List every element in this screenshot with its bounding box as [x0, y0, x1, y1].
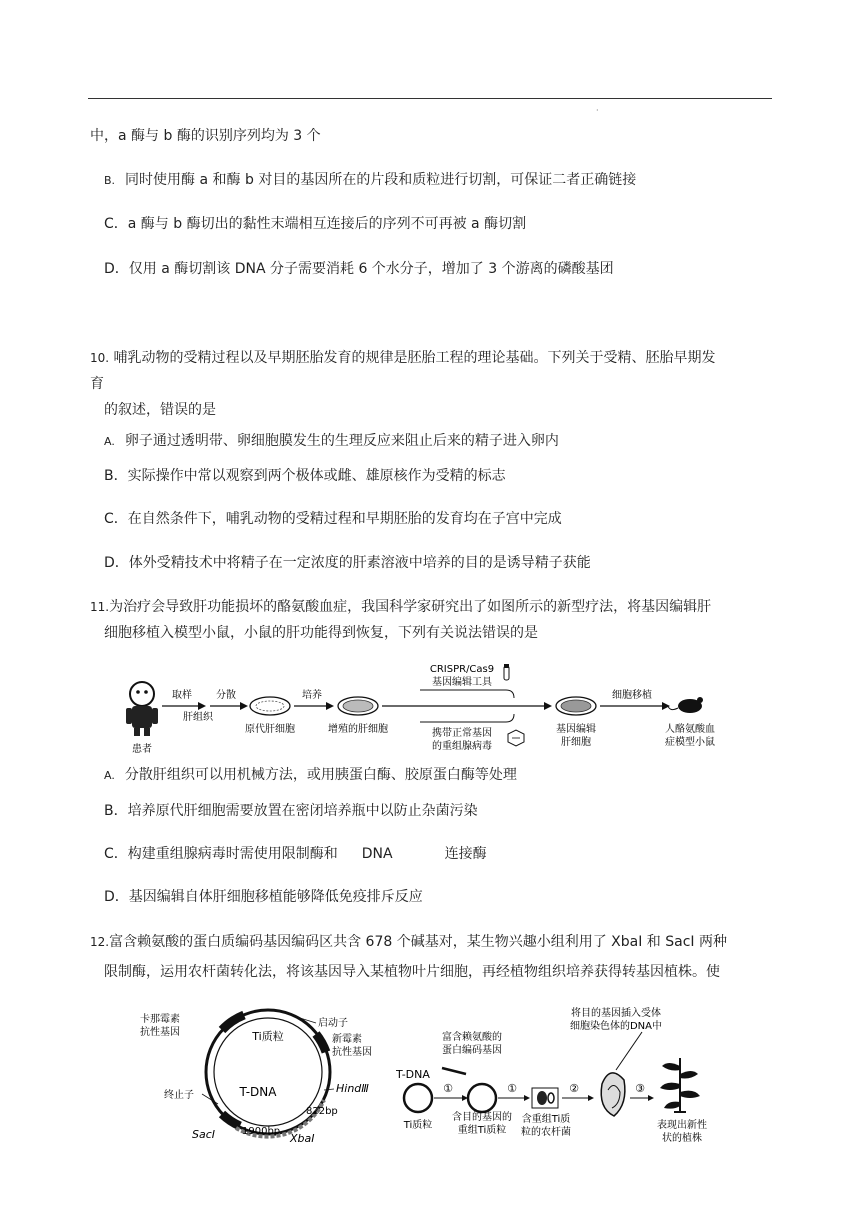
arrow-step2-head: [588, 1095, 594, 1101]
ti-plasmid-label: Ti质粒: [403, 1120, 433, 1131]
arrow-edit-head: [544, 702, 552, 710]
primary-cells-label: 原代肝细胞: [245, 724, 295, 735]
q11-option-c-part2: DNA: [361, 846, 393, 862]
q12-stem-text: 富含赖氨酸的蛋白质编码基因编码区共含 678 个碱基对，某生物兴趣小组利用了 XbaI 和 SacI 两种: [109, 934, 727, 950]
crispr-tube-icon: [504, 664, 509, 680]
q10-stem-line1: [90, 348, 716, 368]
transformation-process-diagram: [396, 1000, 726, 1146]
step3-label: ③: [635, 1082, 645, 1095]
q10-option-d: D．体外受精技术中将精子在一定浓度的肝素溶液中培养的目的是诱导精子获能: [104, 555, 591, 571]
insert-label-1: 将目的基因插入受体: [571, 1008, 661, 1019]
edited-cells-label-1: 基因编辑: [556, 724, 596, 735]
q11-stem-line1: [90, 597, 711, 617]
q9-option-b-text: 同时使用酶 a 和酶 b 对目的基因所在的片段和质粒进行切割，可保证二者正确链接: [125, 172, 637, 188]
q10-stem-line3: 的叙述，错误的是: [104, 402, 216, 418]
q9-stem-tail: 中，a 酶与 b 酶的识别序列均为 3 个: [90, 128, 321, 144]
q11-option-c: [104, 844, 487, 864]
q11-option-a: [104, 765, 517, 786]
liver-tissue-label: 肝组织: [183, 712, 213, 723]
q10-stem-line2: 育: [90, 376, 104, 392]
q11-number: 11.: [90, 600, 110, 614]
q11-option-c-part1: C．构建重组腺病毒时需使用限制酶和: [104, 846, 338, 862]
step1a-label: ①: [443, 1082, 453, 1095]
arrow-step3-head: [648, 1095, 654, 1101]
q12-stem-line2: 限制酶，运用农杆菌转化法，将该基因导入某植物叶片细胞，再经植物组织培养获得转基因植株。使: [104, 964, 720, 980]
transplant-label: 细胞移植: [612, 690, 652, 701]
bp1900-label: 1900bp: [242, 1126, 281, 1137]
agro-label-2: 粒的农杆菌: [521, 1127, 571, 1138]
edited-cells-dish-icon: [556, 697, 596, 715]
proliferated-cells-label: 增殖的肝细胞: [328, 724, 388, 735]
sample-label: 取样: [172, 690, 192, 701]
plant-label-2: 状的植株: [662, 1133, 702, 1144]
liver-therapy-diagram: [120, 660, 730, 760]
gene-label-1: 富含赖氨酸的: [442, 1032, 502, 1043]
ti-plasmid-map: [140, 996, 390, 1146]
q9-option-b-label: B.: [104, 174, 116, 187]
neomycin-label-2: 抗性基因: [332, 1047, 372, 1058]
crispr-connector: [420, 690, 514, 698]
crispr-label-1: CRISPR/Cas9: [429, 664, 495, 675]
patient-icon: [126, 682, 158, 736]
ti-tdna-label: T-DNA: [396, 1068, 430, 1081]
q12-number: 12.: [90, 935, 110, 949]
arrow-step1b-head: [524, 1095, 530, 1101]
mouse-icon: [668, 697, 703, 713]
header-rule: [88, 98, 772, 99]
neomycin-label-1: 新霉素: [332, 1034, 362, 1045]
patient-label: 患者: [132, 744, 152, 755]
ti-plasmid-icon: [404, 1084, 432, 1112]
arrow-sample-head: [198, 702, 206, 710]
agrobacterium-icon: [532, 1088, 558, 1108]
saci-label: SacⅠ: [192, 1128, 216, 1141]
xbai-label: XbaⅠ: [290, 1132, 315, 1145]
q9-option-c: C．a 酶与 b 酶切出的黏性末端相互连接后的序列不可再被 a 酶切割: [104, 216, 527, 232]
hindiii-label: HindⅢ: [336, 1082, 369, 1095]
primary-cells-dish-icon: [250, 697, 290, 715]
mouse-label-1: 人酪氨酸血: [665, 724, 715, 735]
step2-label: ②: [569, 1082, 579, 1095]
leaf-cell-icon: [601, 1073, 625, 1116]
crispr-label-2: 基因编辑工具: [432, 677, 492, 688]
virus-connector: [420, 714, 514, 722]
q11-stem-text: 为治疗会导致肝功能损坏的酪氨酸血症，我国科学家研究出了如图所示的新型疗法，将基因编辑肝: [109, 599, 712, 615]
q9-option-d: D．仅用 a 酶切割该 DNA 分子需要消耗 6 个水分子，增加了 3 个游离的磷酸基团: [104, 261, 614, 277]
q9-option-b: [104, 170, 636, 191]
q10-number: 10.: [90, 351, 110, 365]
arrow-culture-head: [326, 702, 334, 710]
plant-label-1: 表现出新性: [657, 1120, 707, 1131]
header-dot: ·: [596, 106, 599, 115]
hindiii-pointer: [324, 1089, 334, 1090]
q11-option-a-text: 分散肝组织可以用机械方法，或用胰蛋白酶、胶原蛋白酶等处理: [124, 767, 517, 783]
ti-plasmid-label: Ti质粒: [252, 1030, 284, 1043]
gene-fragment-icon: [442, 1068, 466, 1074]
q11-option-b: B．培养原代肝细胞需要放置在密闭培养瓶中以防止杂菌污染: [104, 803, 478, 819]
q10-option-b: B．实际操作中常以观察到两个极体或雌、雄原核作为受精的标志: [104, 468, 506, 484]
bp822-label: 822bp: [306, 1106, 338, 1117]
arrow-transplant-head: [662, 702, 670, 710]
virus-label-2: 的重组腺病毒: [432, 741, 492, 752]
kanamycin-label-2: 抗性基因: [140, 1027, 180, 1038]
q10-option-a-label: A.: [104, 435, 115, 448]
q10-option-c: C．在自然条件下，哺乳动物的受精过程和早期胚胎的发育均在子宫中完成: [104, 511, 562, 527]
promoter-label: 启动子: [318, 1018, 348, 1029]
arrow-disperse-head: [240, 702, 248, 710]
proliferated-cells-dish-icon: [338, 697, 378, 715]
terminator-label: 终止子: [164, 1090, 194, 1101]
q12-stem-line1: [90, 932, 727, 952]
edited-cells-label-2: 肝细胞: [561, 737, 591, 748]
recombinant-label-2: 重组Ti质粒: [457, 1125, 507, 1136]
mouse-label-2: 症模型小鼠: [665, 737, 715, 748]
disperse-label: 分散: [216, 690, 236, 701]
q11-option-d: D．基因编辑自体肝细胞移植能够降低免疫排斥反应: [104, 889, 423, 905]
gene-label-2: 蛋白编码基因: [442, 1045, 502, 1056]
adenovirus-icon: [508, 730, 524, 746]
transgenic-plant-icon: [660, 1058, 700, 1112]
kanamycin-label-1: 卡那霉素: [140, 1014, 180, 1025]
insert-label-2: 细胞染色体的DNA中: [569, 1021, 663, 1032]
insert-pointer: [616, 1032, 642, 1070]
kanamycin-gene-block: [222, 1015, 244, 1030]
agro-label-1: 含重组Ti质: [521, 1114, 571, 1125]
step1b-label: ①: [507, 1082, 517, 1095]
q11-option-a-label: A.: [104, 769, 115, 782]
q10-option-a: [104, 431, 559, 452]
q11-stem-line2: 细胞移植入模型小鼠，小鼠的肝功能得到恢复，下列有关说法错误的是: [104, 625, 538, 641]
q10-option-a-text: 卵子通过透明带、卵细胞膜发生的生理反应来阻止后来的精子进入卵内: [124, 433, 559, 449]
q11-option-c-part3: 连接酶: [444, 846, 487, 862]
recombinant-plasmid-icon: [468, 1084, 496, 1112]
virus-label-1: 携带正常基因: [432, 728, 492, 739]
q10-stem-text: 哺乳动物的受精过程以及早期胚胎发育的规律是胚胎工程的理论基础。下列关于受精、胚胎早期发: [113, 350, 716, 366]
tdna-label: T-DNA: [239, 1085, 277, 1099]
culture-label: 培养: [302, 690, 322, 701]
recombinant-label-1: 含目的基因的: [452, 1112, 512, 1123]
